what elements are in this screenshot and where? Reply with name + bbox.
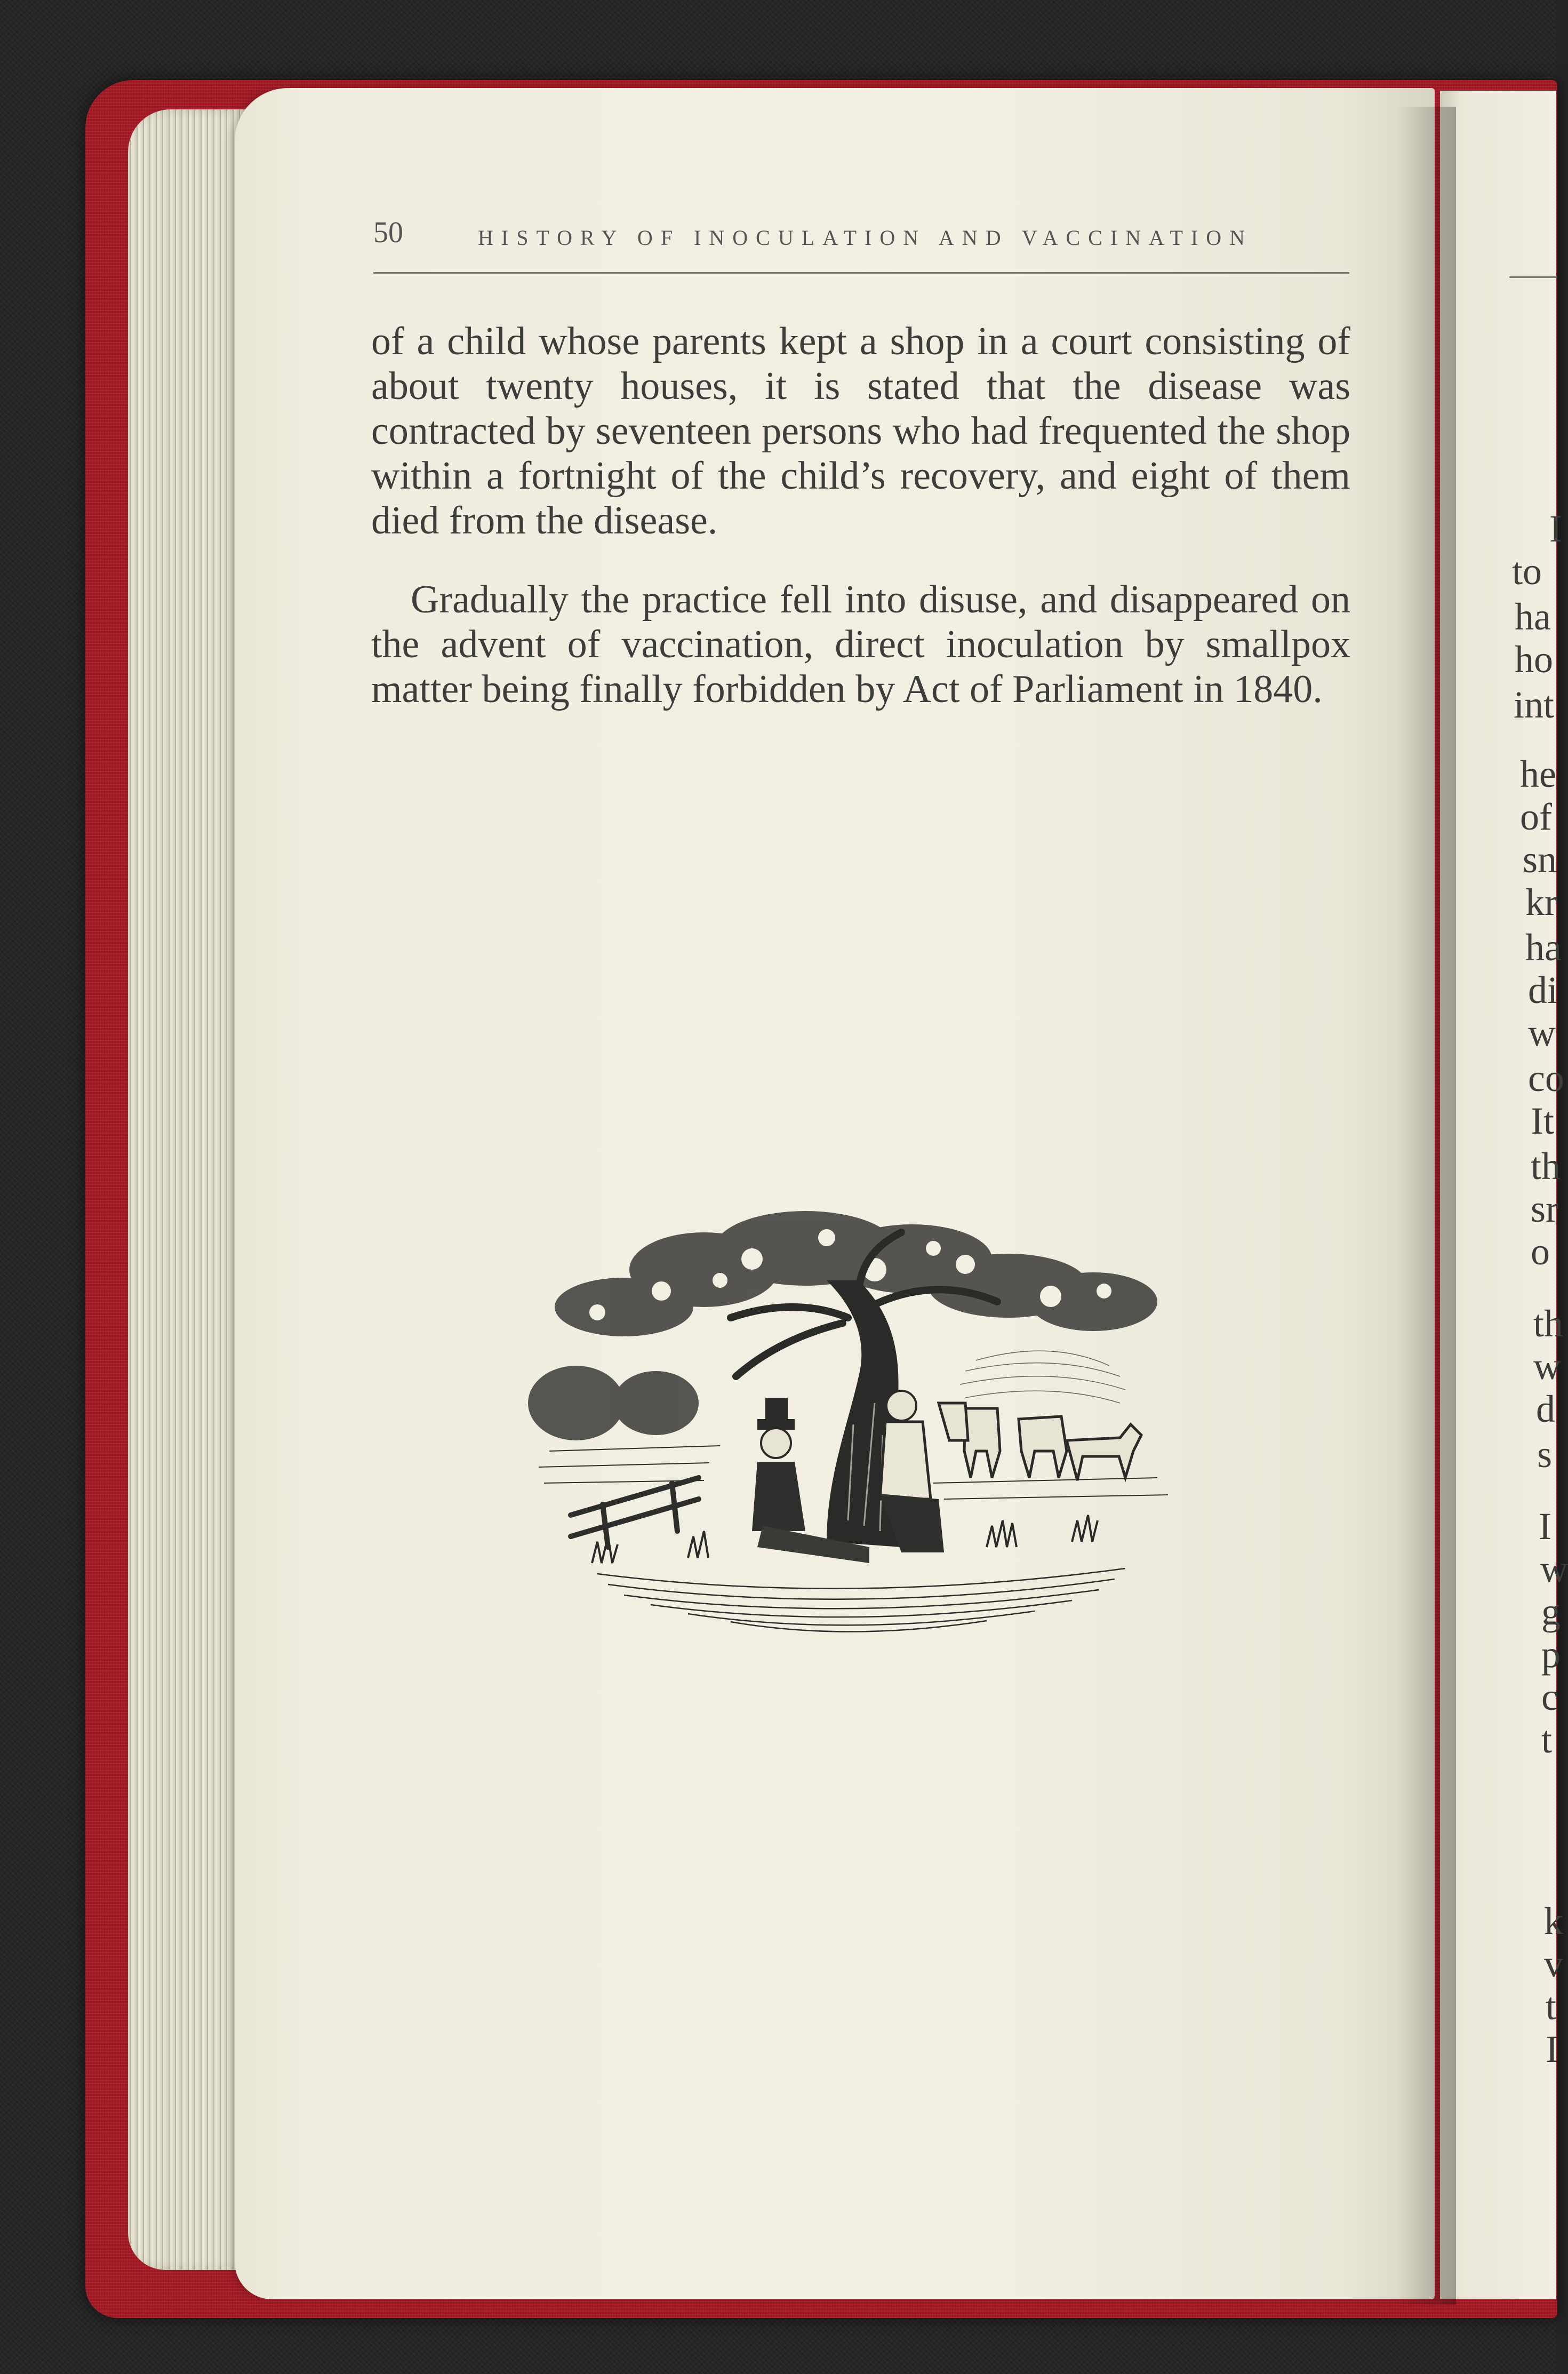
cattle	[939, 1403, 1141, 1480]
right-fragment: I	[1549, 507, 1562, 550]
page-number: 50	[373, 216, 403, 249]
right-fragment: I	[1539, 1505, 1551, 1548]
right-fragment: g	[1541, 1590, 1561, 1633]
right-fragment: sr	[1531, 1188, 1558, 1230]
right-fragment: p	[1541, 1633, 1561, 1676]
running-head	[373, 216, 1355, 253]
right-fragment: sn	[1523, 838, 1557, 881]
right-fragment: w	[1533, 1345, 1561, 1388]
right-fragment: v	[1544, 1942, 1563, 1985]
right-fragment: c	[1541, 1676, 1558, 1718]
ground-hatching	[597, 1568, 1125, 1632]
right-fragment: ha	[1525, 926, 1562, 969]
body-text	[371, 319, 1350, 712]
right-fragment: s	[1537, 1433, 1553, 1476]
right-fragment: kr	[1525, 881, 1557, 923]
right-fragment: co	[1528, 1057, 1564, 1100]
right-fragment: he	[1520, 753, 1556, 795]
book-gutter	[1397, 107, 1456, 2305]
right-fragment: w	[1528, 1011, 1556, 1054]
paragraph-2: Gradually the practice fell into disuse, and disappeared on the advent of vaccination, direct inoculation by smallpox matter being finally forbidden by Act of Parliament in 1840.	[371, 578, 1350, 711]
right-fragment: of	[1520, 795, 1552, 838]
right-fragment: ho	[1515, 638, 1553, 681]
right-header-rule	[1509, 276, 1557, 278]
right-fragment: th	[1533, 1302, 1564, 1345]
right-fragment: th	[1531, 1145, 1561, 1188]
right-fragment: int	[1514, 683, 1555, 726]
running-head-title: HISTORY OF INOCULATION AND VACCINATION	[478, 226, 1253, 250]
right-fragment: to	[1512, 550, 1542, 593]
right-fragment: I	[1546, 2028, 1558, 2070]
right-fragment: t	[1546, 1985, 1557, 2028]
header-rule	[373, 272, 1349, 274]
paragraph-1: of a child whose parents kept a shop in a court consisting of about twenty houses, it is stated that the disease was contracted by seventeen persons who had frequented the shop within a fortnight of the child’s recovery, and eight of them died from the disease.	[371, 320, 1350, 543]
right-fragment: t	[1541, 1718, 1553, 1761]
right-fragment: It	[1531, 1100, 1554, 1142]
fence	[571, 1478, 699, 1547]
right-fragment: w	[1540, 1548, 1568, 1590]
right-fragment: d	[1536, 1388, 1555, 1430]
sky-hatching	[960, 1351, 1125, 1403]
engraving-illustration	[528, 1200, 1184, 1643]
right-fragment: o	[1531, 1230, 1550, 1273]
right-fragment: ha	[1515, 595, 1551, 638]
right-fragment: k	[1544, 1900, 1563, 1942]
right-fragment: di	[1528, 969, 1558, 1011]
